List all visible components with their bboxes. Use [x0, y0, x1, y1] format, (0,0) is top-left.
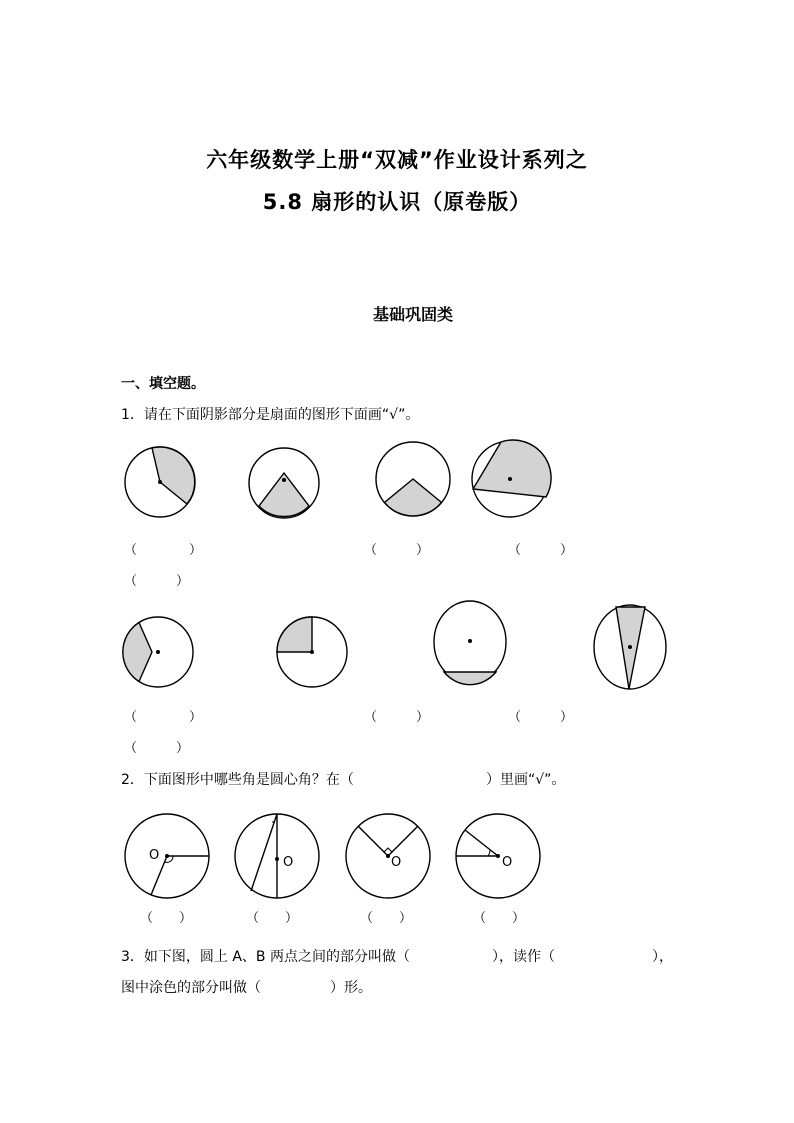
- center-label: O: [149, 848, 160, 863]
- q2-answer-blank[interactable]: （ ）: [473, 911, 526, 926]
- q1-answer-blank[interactable]: （ ）: [364, 543, 430, 558]
- center-label: O: [283, 855, 294, 870]
- question-1: 1．请在下面阴影部分是扇面的图形下面画“√”。: [121, 407, 420, 423]
- q1-answer-blank[interactable]: （ ）: [364, 710, 430, 725]
- q2-figure-2: [232, 811, 322, 901]
- q1-answer-blank[interactable]: （ ）: [124, 574, 190, 589]
- q1-answer-blank[interactable]: （ ）: [124, 543, 203, 558]
- part-heading: 一、填空题。: [121, 376, 205, 392]
- q1-answer-blank[interactable]: （ ）: [508, 543, 574, 558]
- q2-figure-3: [343, 811, 433, 901]
- doc-title-line2: 5.8 扇形的认识（原卷版）: [262, 190, 532, 214]
- q2-figure-1: [122, 811, 212, 901]
- question-3-part-a: 3．如下图，圆上 A、B 两点之间的部分叫做（: [121, 949, 410, 965]
- question-2-suffix: ）里画“√”。: [486, 772, 566, 788]
- q1-figure-8: [590, 602, 670, 692]
- question-3-line2-a: 图中涂色的部分叫做（: [121, 980, 261, 996]
- question-3-part-b: ），读作（: [492, 949, 555, 965]
- section-title: 基础巩固类: [373, 305, 454, 324]
- q1-figure-5: [118, 612, 198, 692]
- q2-figure-4: [453, 811, 543, 901]
- q1-figure-6: [272, 612, 352, 692]
- question-3-part-c: ），: [652, 949, 673, 965]
- q1-figure-1: [120, 442, 200, 522]
- q1-figure-2: [244, 443, 324, 523]
- q2-answer-blank[interactable]: （ ）: [140, 911, 193, 926]
- q2-answer-blank[interactable]: （ ）: [246, 911, 299, 926]
- center-label: O: [502, 855, 513, 870]
- question-3-line2-b: ）形。: [330, 980, 372, 996]
- q1-figure-4: [468, 437, 552, 521]
- q1-answer-blank[interactable]: （ ）: [124, 741, 190, 756]
- center-label: O: [391, 855, 402, 870]
- q1-answer-blank[interactable]: （ ）: [124, 710, 203, 725]
- doc-title-line1: 六年级数学上册“双减”作业设计系列之: [206, 148, 588, 172]
- q2-answer-blank[interactable]: （ ）: [360, 911, 413, 926]
- q1-figure-7: [431, 600, 511, 690]
- q1-figure-3: [371, 437, 455, 521]
- q1-answer-blank[interactable]: （ ）: [508, 710, 574, 725]
- question-2-prefix: 2．下面图形中哪些角是圆心角？在（: [121, 772, 354, 788]
